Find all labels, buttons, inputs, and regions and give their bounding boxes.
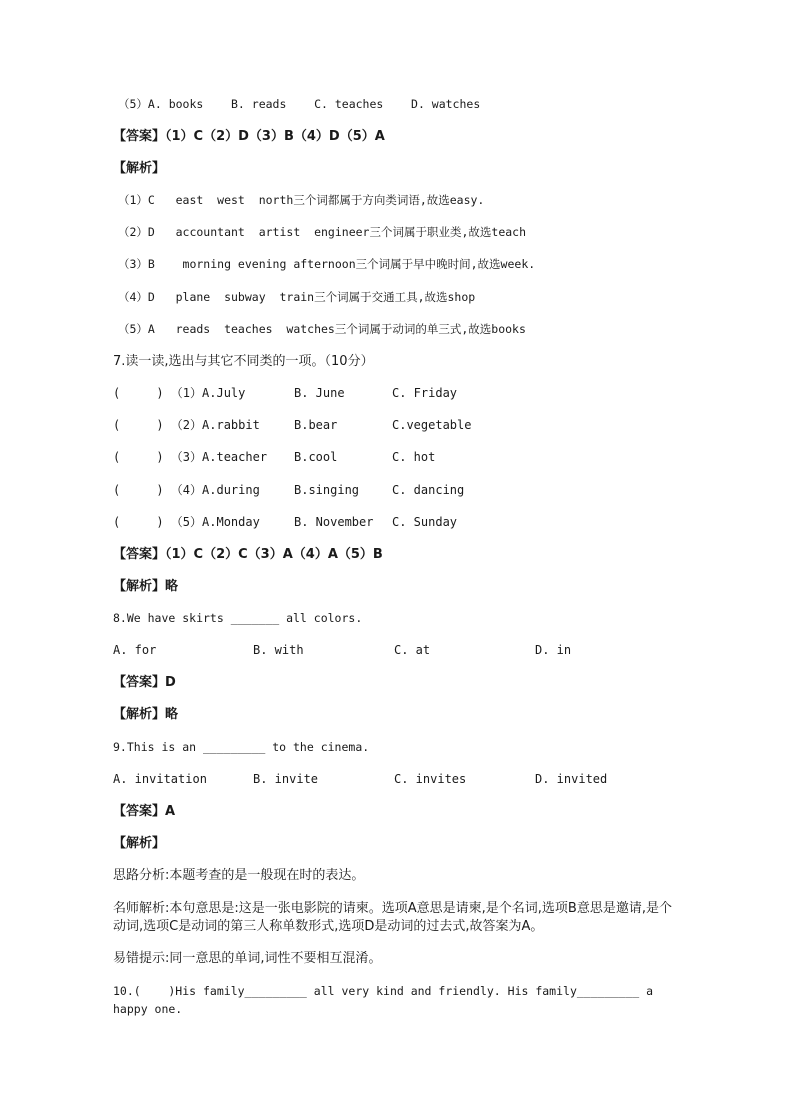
q7-analysis: 【解析】略 — [113, 579, 179, 594]
q9-option-a: A. invitation — [113, 772, 207, 786]
q7-answer: 【答案】（1）C（2）C（3）A（4）A（5）B — [113, 547, 383, 562]
q7-item-4-b: B.singing — [294, 483, 360, 497]
q9-analysis-label: 【解析】 — [113, 836, 166, 851]
q6-expl-3: （3）B morning evening afternoon三个词属于早中晚时间,故选week. — [118, 257, 536, 271]
q7-item-1-a: ( ) （1）A.July — [113, 386, 246, 400]
q7-item-4-a: ( ) （4）A.during — [113, 483, 260, 497]
q9-stem: 9.This is an _________ to the cinema. — [113, 740, 370, 754]
q8-analysis: 【解析】略 — [113, 707, 179, 722]
q7-item-3-c: C. hot — [392, 450, 436, 464]
q10-stem-line-1: 10.( )His family_________ all very kind and friendly. His family_________ a — [113, 984, 654, 998]
q9-teacher-analysis: 名师解析:本句意思是:这是一张电影院的请柬。选项A意思是请柬,是个名词,选项B意思是邀请,是个动词,选项C是动词的第三人称单数形式,选项D是动词的过去式,故答案为A。 — [113, 901, 672, 934]
q9-option-d: D. invited — [535, 772, 608, 786]
q9-thinking: 思路分析:本题考查的是一般现在时的表达。 — [113, 868, 365, 883]
q6-expl-5: （5）A reads teaches watches三个词属于动词的单三式,故选books — [118, 322, 526, 336]
q8-option-a: A. for — [113, 643, 157, 657]
q6-expl-4: （4）D plane subway train三个词属于交通工具,故选shop — [118, 290, 476, 304]
q9-option-c: C. invites — [394, 772, 467, 786]
q6-expl-2: （2）D accountant artist engineer三个词属于职业类,故选teach — [118, 225, 527, 239]
q7-item-1-c: C. Friday — [392, 386, 458, 400]
q6-expl-1: （1）C east west north三个词都属于方向类词语,故选easy. — [118, 193, 485, 207]
q7-item-2-b: B.bear — [294, 418, 338, 432]
q9-answer: 【答案】A — [113, 804, 176, 819]
q8-option-d: D. in — [535, 643, 572, 657]
q8-option-b: B. with — [253, 643, 304, 657]
q8-answer: 【答案】D — [113, 675, 176, 690]
q7-item-3-a: ( ) （3）A.teacher — [113, 450, 268, 464]
q7-item-5-c: C. Sunday — [392, 515, 458, 529]
q7-item-4-c: C. dancing — [392, 483, 465, 497]
q7-item-2-c: C.vegetable — [392, 418, 472, 432]
q6-answer: 【答案】（1）C（2）D（3）B（4）D（5）A — [113, 129, 385, 144]
q10-stem-line-2: happy one. — [113, 1002, 183, 1016]
q7-item-5-a: ( ) （5）A.Monday — [113, 515, 260, 529]
q7-item-1-b: B. June — [294, 386, 345, 400]
q6-analysis-label: 【解析】 — [113, 161, 166, 176]
q8-stem: 8.We have skirts _______ all colors. — [113, 611, 363, 625]
q9-option-b: B. invite — [253, 772, 319, 786]
q6-option-5: （5）A. books B. reads C. teaches D. watches — [118, 97, 481, 111]
q7-item-2-a: ( ) （2）A.rabbit — [113, 418, 260, 432]
q7-title: 7.读一读,选出与其它不同类的一项。（10分） — [113, 354, 374, 369]
q8-option-c: C. at — [394, 643, 431, 657]
q9-tip: 易错提示:同一意思的单词,词性不要相互混淆。 — [113, 951, 382, 966]
q7-item-5-b: B. November — [294, 515, 374, 529]
q7-item-3-b: B.cool — [294, 450, 338, 464]
